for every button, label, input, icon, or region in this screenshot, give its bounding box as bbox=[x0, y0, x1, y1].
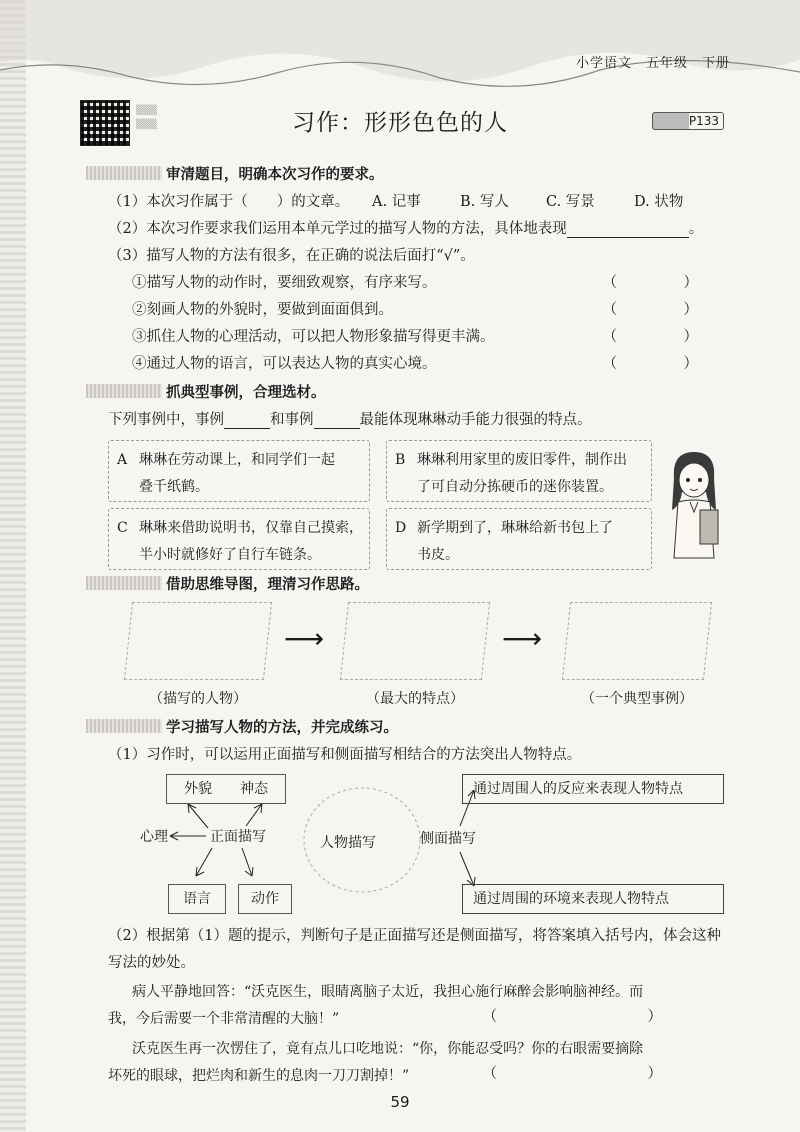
s1-q2-text: （2）本次习作要求我们运用本单元学过的描写人物的方法，具体地表现 bbox=[108, 221, 567, 237]
mindmap-box-person[interactable] bbox=[124, 602, 272, 680]
arrow-right-icon: ⟶ bbox=[284, 622, 325, 655]
page-title: 习作：形形色色的人 bbox=[292, 110, 508, 136]
mindmap-box-event[interactable] bbox=[562, 602, 712, 680]
s4-para1-answer[interactable]: （ ） bbox=[482, 1009, 730, 1025]
mindmap-caption-event: （一个典型事例） bbox=[581, 691, 693, 707]
s1-q1-opt-c: C. 写景 bbox=[546, 194, 595, 210]
binding-spine bbox=[0, 0, 26, 1132]
section3-heading: 借助思维导图，理清习作思路。 bbox=[86, 573, 369, 594]
s4-para1-line1: 病人平静地回答：“沃克医生，眼睛离脑子太近，我担心施行麻醉会影响脑神经。而 bbox=[132, 984, 644, 1000]
s4-para2-answer[interactable]: （ ） bbox=[482, 1066, 730, 1082]
node-action: 动作 bbox=[238, 884, 292, 914]
s1-item-3-answer[interactable]: （ ） bbox=[602, 329, 724, 345]
s1-item-1: ①描写人物的动作时，要细致观察，有序来写。 bbox=[132, 275, 437, 291]
mindmap-caption-person: （描写的人物） bbox=[149, 691, 247, 707]
node-language: 语言 bbox=[168, 884, 226, 914]
s4-para1-line2: 我，今后需要一个非常清醒的大脑！” bbox=[108, 1011, 340, 1027]
s1-q1-opt-a: A. 记事 bbox=[372, 194, 421, 210]
section-badge-icon bbox=[86, 166, 162, 180]
s1-q1-text: （1）本次习作属于（ ）的文章。 bbox=[108, 194, 350, 210]
s4-q1: （1）习作时，可以运用正面描写和侧面描写相结合的方法突出人物特点。 bbox=[108, 747, 582, 763]
qr-note-decor: ▒▒▒ ▒▒▒ bbox=[136, 106, 157, 130]
s2-prompt: 下列事例中，事例 和事例 最能体现琳琳动手能力很强的特点。 bbox=[108, 412, 592, 428]
node-front-top bbox=[166, 774, 286, 804]
mindmap-box-trait[interactable] bbox=[340, 602, 490, 680]
s4-para2-line2: 坏死的眼球，把烂肉和新生的息肉一刀刀割掉！” bbox=[108, 1068, 410, 1084]
s1-q1-opt-d: D. 状物 bbox=[634, 194, 684, 210]
s2-blank-2[interactable] bbox=[314, 428, 360, 429]
arrow-right-icon: ⟶ bbox=[502, 622, 543, 655]
page-number: 59 bbox=[390, 1093, 410, 1111]
s1-q3: （3）描写人物的方法有很多，在正确的说法后面打“√”。 bbox=[108, 248, 475, 264]
s4-q2-line2: 写法的妙处。 bbox=[108, 955, 195, 971]
case-a-letter: A bbox=[117, 452, 128, 468]
s4-para2-line1: 沃克医生再一次愣住了，竟有点儿口吃地说：“你，你能忍受吗？你的右眼需要摘除 bbox=[132, 1041, 644, 1057]
s1-q2 bbox=[108, 217, 703, 238]
s4-q2-line1: （2）根据第（1）题的提示，判断句子是正面描写还是侧面描写，将答案填入括号内，体会这种 bbox=[108, 928, 721, 944]
s1-q2-blank[interactable] bbox=[567, 237, 689, 238]
s2-blank-1[interactable] bbox=[224, 428, 270, 429]
node-center: 人物描写 bbox=[320, 835, 376, 851]
s1-item-4-answer[interactable]: （ ） bbox=[602, 356, 724, 372]
girl-illustration bbox=[660, 448, 726, 564]
page-ref-badge: P133 bbox=[652, 112, 724, 130]
section1-heading: 审清题目，明确本次习作的要求。 bbox=[86, 163, 384, 184]
section2-heading: 抓典型事例，合理选材。 bbox=[86, 381, 326, 402]
node-appearance: 外貌 bbox=[184, 781, 212, 797]
node-side-reaction: 通过周围人的反应来表现人物特点 bbox=[462, 774, 724, 804]
s1-q2-end: 。 bbox=[688, 221, 704, 237]
node-side-description: 侧面描写 bbox=[420, 831, 476, 847]
s1-item-3: ③抓住人物的心理活动，可以把人物形象描写得更丰满。 bbox=[132, 329, 495, 345]
section-badge-icon bbox=[86, 384, 162, 398]
node-psychology: 心理 bbox=[140, 829, 168, 845]
s1-q1 bbox=[108, 190, 349, 211]
node-side-environment: 通过周围的环境来表现人物特点 bbox=[462, 884, 724, 914]
case-a: A 琳琳在劳动课上，和同学们一起 叠千纸鹤。 bbox=[108, 440, 370, 502]
book-series-tag: 小学语文 五年级 下册 bbox=[575, 56, 730, 71]
case-d: D 新学期到了，琳琳给新书包上了 书皮。 bbox=[386, 508, 652, 570]
s1-item-2: ②刻画人物的外貌时，要做到面面俱到。 bbox=[132, 302, 393, 318]
section4-heading: 学习描写人物的方法，并完成练习。 bbox=[86, 716, 398, 737]
section-badge-icon bbox=[86, 576, 162, 590]
case-b: B 琳琳利用家里的废旧零件，制作出 了可自动分拣硬币的迷你装置。 bbox=[386, 440, 652, 502]
s1-item-1-answer[interactable]: （ ） bbox=[602, 275, 724, 291]
mindmap-caption-trait: （最大的特点） bbox=[366, 691, 464, 707]
node-front-description: 正面描写 bbox=[210, 829, 266, 845]
section-badge-icon bbox=[86, 719, 162, 733]
case-c: C 琳琳来借助说明书，仅靠自己摸索， 半小时就修好了自行车链条。 bbox=[108, 508, 370, 570]
case-c-letter: C bbox=[117, 520, 128, 536]
header-wave-banner bbox=[0, 0, 800, 100]
s1-q1-opt-b: B. 写人 bbox=[460, 194, 509, 210]
case-d-letter: D bbox=[395, 520, 407, 536]
node-expression: 神态 bbox=[240, 781, 268, 797]
s1-item-2-answer[interactable]: （ ） bbox=[602, 302, 724, 318]
s1-item-4: ④通过人物的语言，可以表达人物的真实心境。 bbox=[132, 356, 437, 372]
case-b-letter: B bbox=[395, 452, 406, 468]
